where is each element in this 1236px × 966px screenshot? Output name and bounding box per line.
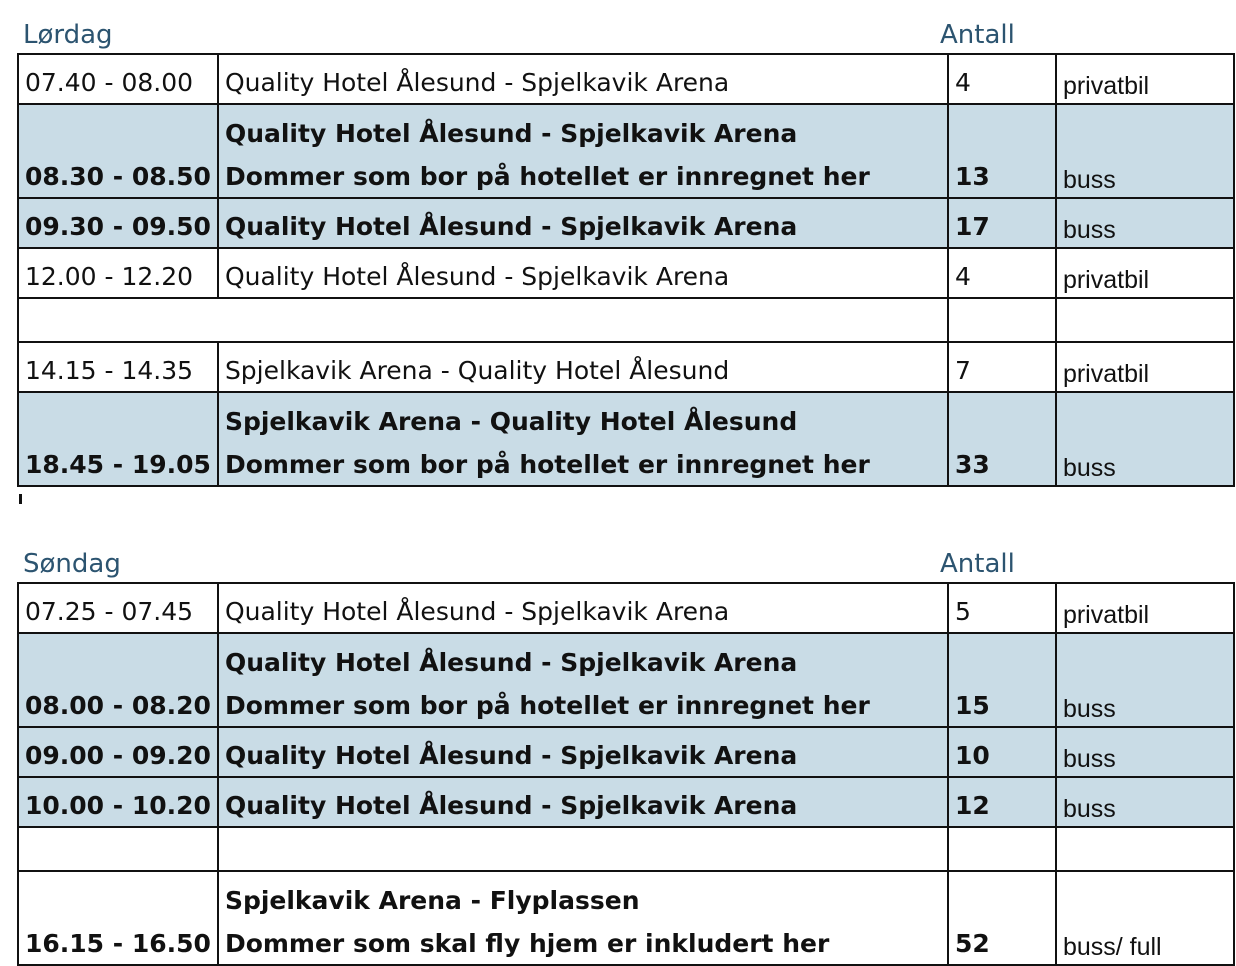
transport-cell: privatbil	[1056, 583, 1234, 633]
sunday-day-label: Søndag	[23, 549, 121, 579]
count-cell: 33	[948, 392, 1056, 486]
route-text: Quality Hotel Ålesund - Spjelkavik Arena	[224, 119, 798, 148]
count-cell: 17	[948, 198, 1056, 248]
time-cell: 09.00 - 09.20	[18, 727, 218, 777]
route-cell	[218, 633, 948, 727]
sunday-header	[0, 537, 1236, 577]
route-note: Dommer som bor på hotellet er innregnet her	[224, 450, 870, 479]
table-row	[18, 248, 1234, 298]
transport-cell: buss	[1056, 727, 1234, 777]
transport-cell: buss	[1056, 633, 1234, 727]
time-cell: 16.15 - 16.50	[18, 871, 218, 965]
count-cell: 15	[948, 633, 1056, 727]
empty-cell	[18, 827, 218, 871]
route-cell: Quality Hotel Ålesund - Spjelkavik Arena	[218, 248, 948, 298]
count-cell: 52	[948, 871, 1056, 965]
sunday-count-header: Antall	[940, 549, 1015, 579]
transport-cell: privatbil	[1056, 342, 1234, 392]
empty-cell	[18, 298, 948, 342]
route-cell	[218, 104, 948, 198]
time-cell: 09.30 - 09.50	[18, 198, 218, 248]
route-cell	[218, 392, 948, 486]
route-note: Dommer som skal fly hjem er inkludert her	[224, 929, 830, 958]
time-cell: 08.00 - 08.20	[18, 633, 218, 727]
route-cell: Quality Hotel Ålesund - Spjelkavik Arena	[218, 777, 948, 827]
table-row	[18, 871, 1234, 965]
time-cell: 07.25 - 07.45	[18, 583, 218, 633]
time-cell: 12.00 - 12.20	[18, 248, 218, 298]
saturday-schedule-table	[17, 53, 1235, 487]
route-note: Dommer som bor på hotellet er innregnet her	[224, 162, 870, 191]
route-text: Spjelkavik Arena - Flyplassen	[224, 886, 640, 915]
transport-cell: buss	[1056, 104, 1234, 198]
empty-cell	[218, 827, 948, 871]
route-cell: Quality Hotel Ålesund - Spjelkavik Arena	[218, 54, 948, 104]
table-row	[18, 777, 1234, 827]
count-cell: 13	[948, 104, 1056, 198]
transport-cell: buss	[1056, 392, 1234, 486]
saturday-count-header: Antall	[940, 20, 1015, 50]
count-cell: 7	[948, 342, 1056, 392]
table-row	[18, 727, 1234, 777]
sunday-schedule-table	[17, 582, 1235, 966]
saturday-day-label: Lørdag	[23, 20, 113, 50]
table-row	[18, 583, 1234, 633]
time-cell: 14.15 - 14.35	[18, 342, 218, 392]
empty-row	[18, 827, 1234, 871]
route-text: Spjelkavik Arena - Quality Hotel Ålesund	[224, 407, 798, 436]
route-text: Quality Hotel Ålesund - Spjelkavik Arena	[224, 648, 798, 677]
route-cell	[218, 871, 948, 965]
transport-cell: privatbil	[1056, 248, 1234, 298]
empty-cell	[1056, 827, 1234, 871]
table-row	[18, 104, 1234, 198]
table-row	[18, 392, 1234, 486]
saturday-header	[0, 8, 1236, 48]
route-cell: Quality Hotel Ålesund - Spjelkavik Arena	[218, 198, 948, 248]
table-row	[18, 633, 1234, 727]
transport-cell: buss	[1056, 777, 1234, 827]
count-cell: 4	[948, 54, 1056, 104]
count-cell: 10	[948, 727, 1056, 777]
route-note: Dommer som bor på hotellet er innregnet her	[224, 691, 870, 720]
table-row	[18, 342, 1234, 392]
time-cell: 18.45 - 19.05	[18, 392, 218, 486]
transport-cell: buss/ full	[1056, 871, 1234, 965]
table-row	[18, 198, 1234, 248]
count-cell: 4	[948, 248, 1056, 298]
transport-cell: buss	[1056, 198, 1234, 248]
time-cell: 08.30 - 08.50	[18, 104, 218, 198]
count-cell: 12	[948, 777, 1056, 827]
table-row	[18, 54, 1234, 104]
stray-mark	[19, 494, 22, 504]
time-cell: 10.00 - 10.20	[18, 777, 218, 827]
route-cell: Spjelkavik Arena - Quality Hotel Ålesund	[218, 342, 948, 392]
empty-cell	[948, 827, 1056, 871]
transport-cell: privatbil	[1056, 54, 1234, 104]
empty-cell	[948, 298, 1056, 342]
route-cell: Quality Hotel Ålesund - Spjelkavik Arena	[218, 583, 948, 633]
route-cell: Quality Hotel Ålesund - Spjelkavik Arena	[218, 727, 948, 777]
empty-cell	[1056, 298, 1234, 342]
empty-row	[18, 298, 1234, 342]
count-cell: 5	[948, 583, 1056, 633]
time-cell: 07.40 - 08.00	[18, 54, 218, 104]
